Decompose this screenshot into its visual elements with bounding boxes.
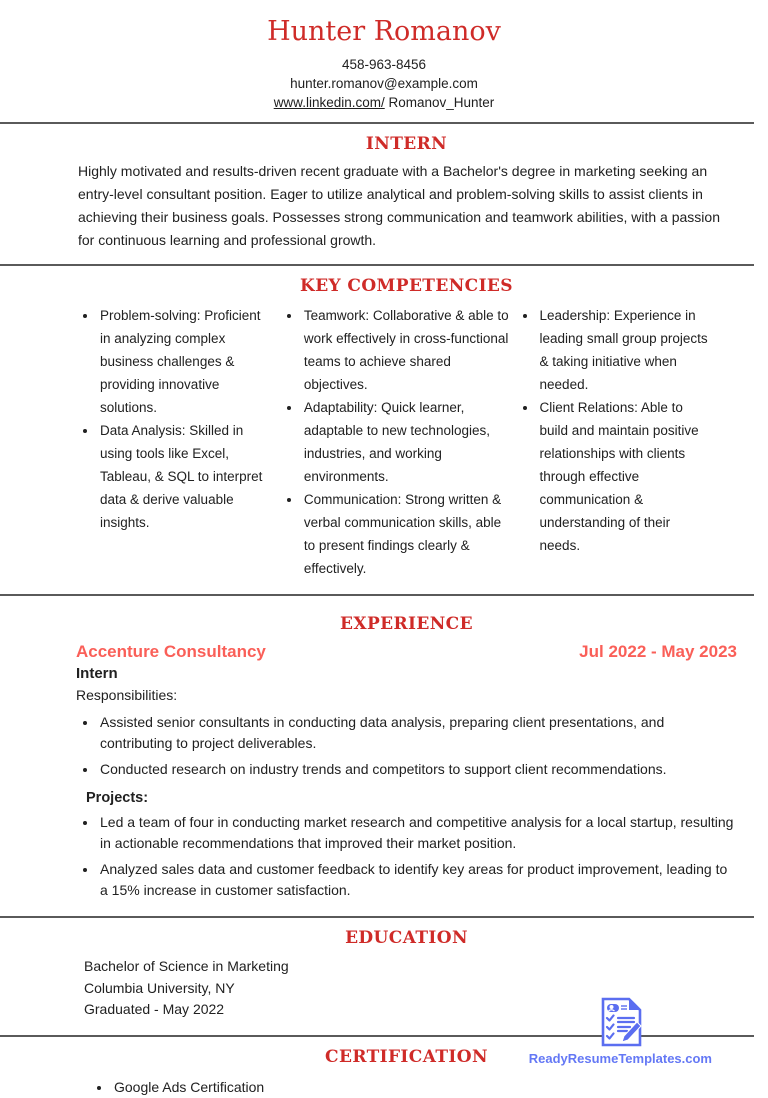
job-title: Intern [76,665,118,682]
section-title-certification: CERTIFICATION [325,1046,488,1067]
projects-list [76,812,737,901]
resume-body [0,124,768,264]
experience-header-row [76,642,737,662]
list-item: Columbia University, NY [84,979,235,996]
list-item: • Conducted research on industry trends and competitors to support client recommendations. [98,759,737,780]
linkedin-line [0,93,768,112]
competency-columns [76,300,737,594]
email-address: hunter.romanov@example.com [290,76,478,91]
list-item: • Teamwork: Collaborative & able to work effectively in cross-functional teams to achieve shared objectives. [302,304,509,396]
list-item: • Client Relations: Able to build and maintain positive relationships with clients through effective communication & understanding of their needs. [538,396,713,557]
section-title-experience: EXPERIENCE [340,614,473,634]
certification-list [90,1077,737,1098]
projects-label: Projects: [86,790,149,806]
list-item: • Led a team of four in conducting market research and competitive analysis for a local startup, resulting in actionable recommendations that improved their market position. [98,812,737,854]
employment-dates: Jul 2022 - May 2023 [579,642,737,661]
competency-column-2 [280,304,509,580]
section-title-intern: INTERN [365,134,448,154]
section-title-education: EDUCATION [345,928,468,948]
list-item: • Leadership: Experience in leading small group projects & taking initiative when needed. [538,304,713,396]
resume-header [0,0,768,112]
list-item: Bachelor of Science in Marketing [84,958,289,974]
linkedin-link[interactable]: www.linkedin.com/ [273,95,385,110]
candidate-name: Hunter Romanov [267,16,501,47]
list-item: • Problem-solving: Proficient in analyzing complex business challenges & providing innovative solutions. [98,304,273,419]
list-item: • Analyzed sales data and customer feedback to identify key areas for product improvement, leading to a 15% increase in customer satisfaction. [98,859,737,901]
responsibilities-list [76,712,737,780]
experience-section [0,596,768,916]
competency-list-3 [516,304,713,557]
key-competencies-section [0,266,768,594]
list-item: • Data Analysis: Skilled in using tools like Excel, Tableau, & SQL to interpret data & derive valuable insights. [98,419,273,534]
list-item: • Adaptability: Quick learner, adaptable to new technologies, industries, and working environments. [302,396,509,488]
competency-column-1 [76,304,273,580]
summary-paragraph: Highly motivated and results-driven recent graduate with a Bachelor's degree in marketing seeking an entry-level consultant position. Eager to utilize analytical and problem-solving skills to assist clients in achieving their business goals. Possesses strong communication and teamwork abilities, with a passion for continuous learning and professional growth. [78,163,720,248]
competency-column-3 [516,304,713,580]
list-item: Graduated - May 2022 [84,1001,225,1017]
responsibilities-label: Responsibilities: [76,687,178,703]
phone-number: 458-963-8456 [341,57,427,72]
company-name: Accenture Consultancy [76,642,266,661]
linkedin-handle: Romanov_Hunter [384,95,495,110]
resume-document-checklist-pen-icon [596,996,644,1048]
footer-brand-block [529,996,712,1068]
competency-list-2 [280,304,509,580]
footer-brand-link[interactable]: ReadyResumeTemplates.com [528,1051,712,1066]
section-title-key-competencies: KEY COMPETENCIES [300,276,513,296]
list-item: • Google Ads Certification [112,1077,737,1098]
list-item: • Assisted senior consultants in conducting data analysis, preparing client presentations, and contributing to project deliverables. [98,712,737,754]
list-item: • Communication: Strong written & verbal communication skills, able to present findings clearly & effectively. [302,488,509,580]
competency-list-1 [76,304,273,534]
